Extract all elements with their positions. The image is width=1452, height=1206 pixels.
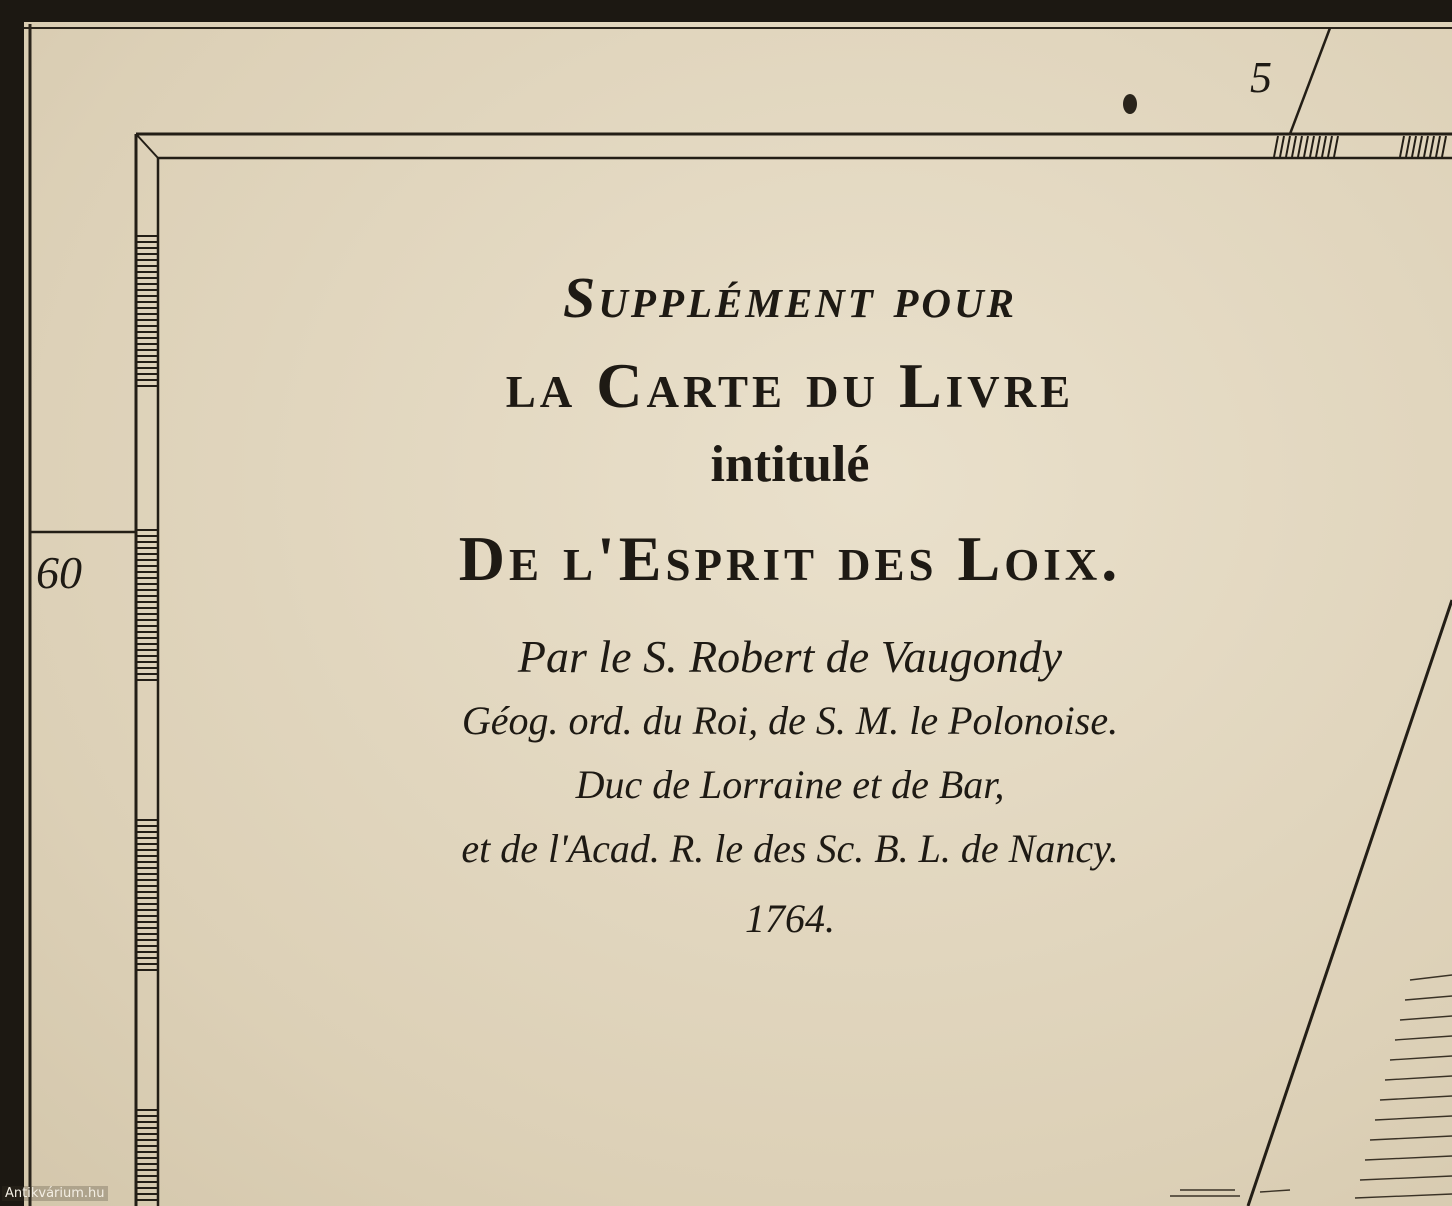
year: 1764. — [745, 896, 835, 941]
cartouche-title — [300, 265, 1280, 949]
longitude-label: 5 — [1250, 53, 1272, 102]
longitude-line — [1290, 28, 1330, 134]
author-line-3: Duc de Lorraine et de Bar, — [575, 762, 1005, 807]
coastline-hatching — [1170, 975, 1452, 1198]
watermark: Antikvárium.hu — [2, 1186, 108, 1201]
title-line-3: intitulé — [710, 436, 870, 493]
author-line-4: et de l'Acad. R. le des Sc. B. L. de Nancy. — [461, 826, 1119, 871]
top-dark-border — [0, 0, 1452, 22]
left-dark-border — [0, 0, 24, 1206]
latitude-label: 60 — [36, 547, 82, 598]
title-line-2: la Carte du Livre — [505, 350, 1075, 421]
title-line-1: Supplément pour — [563, 265, 1017, 330]
left-scale-ticks — [137, 236, 157, 1200]
top-scale-ticks — [1274, 136, 1446, 157]
title-line-4: De l'Esprit des Loix. — [458, 523, 1122, 594]
author-line-1: Par le S. Robert de Vaugondy — [517, 631, 1063, 682]
author-line-2: Géog. ord. du Roi, de S. M. le Polonoise. — [461, 698, 1119, 743]
ink-blot — [1123, 94, 1137, 114]
